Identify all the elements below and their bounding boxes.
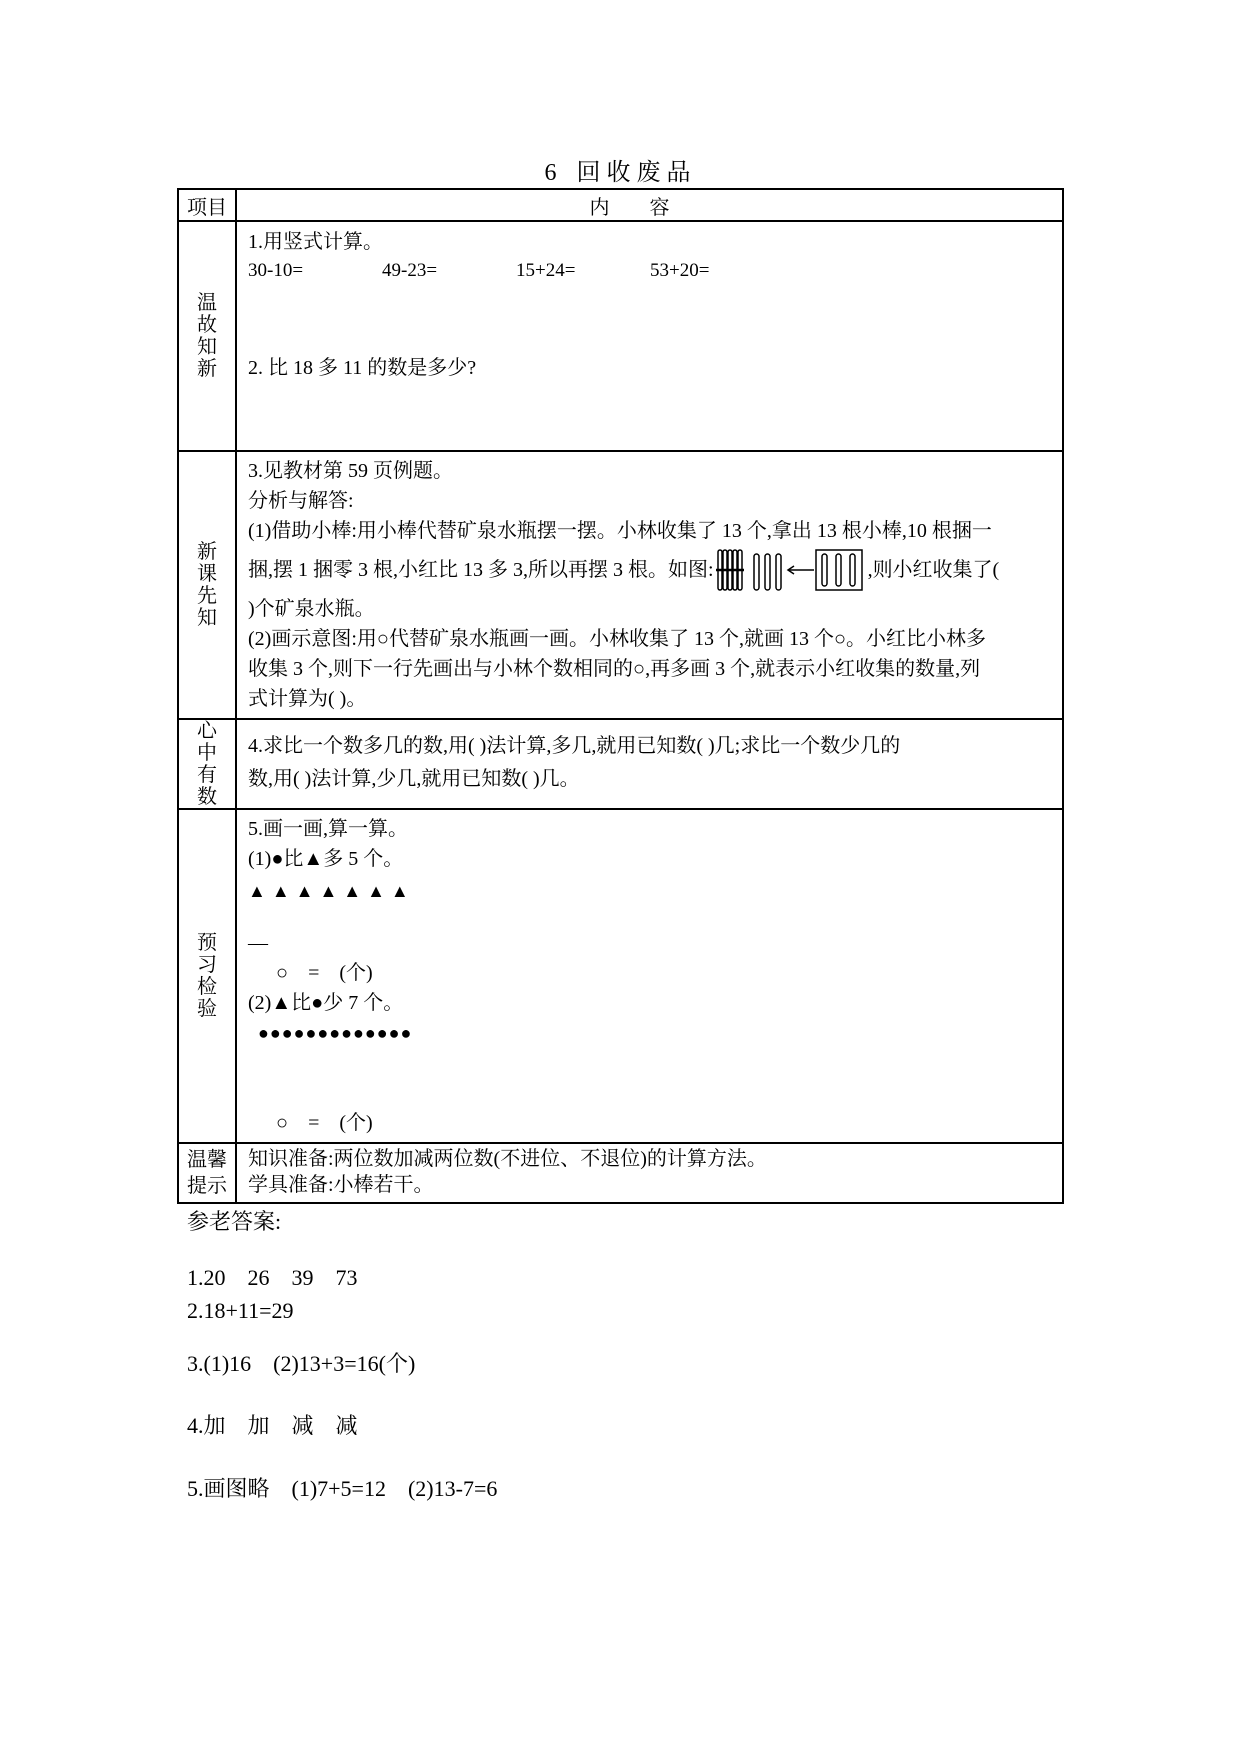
row-preview-check: [178, 809, 1063, 1143]
analysis-text: (1)借助小棒:用小棒代替矿泉水瓶摆一摆。小林收集了 13 个,拿出 13 根小棒,10 根捆一: [248, 520, 992, 542]
table-header-row: [178, 189, 1063, 221]
row-label-key-points: 心 中 有 数: [178, 719, 236, 809]
question-5-part-1: (1)●比▲多 5 个。: [248, 848, 404, 871]
question-1: 1.用竖式计算。: [248, 231, 383, 253]
equation-list: [248, 258, 1053, 284]
equation-item: 49-23=: [382, 260, 438, 281]
row-key-points: [178, 719, 1063, 809]
question-5: 5.画一画,算一算。: [248, 818, 408, 841]
question-3: 3.见教材第 59 页例题。: [248, 460, 453, 482]
answer-3: 3.(1)16 (2)13+3=16(个): [187, 1351, 416, 1376]
row-content-preview-check: [236, 809, 1063, 1143]
row-review: [178, 221, 1063, 451]
question-5-part-2: (2)▲比●少 7 个。: [248, 992, 404, 1015]
analysis-heading: 分析与解答:: [248, 490, 354, 512]
equation-item: 53+20=: [650, 260, 710, 281]
analysis-text: )个矿泉水瓶。: [248, 598, 375, 621]
analysis-text-with-figure: 捆,摆 1 捆零 3 根,小红比 13 多 3,所以再摆 3 根。如图: ,则小红收集了(: [248, 546, 1053, 594]
row-new-lesson: [178, 451, 1063, 719]
sticks-bundle-figure: [716, 548, 866, 594]
analysis-text: 式计算为( )。: [248, 688, 367, 711]
answer-4: 4.加 加 减 减: [187, 1413, 358, 1438]
header-project: 项目: [178, 189, 236, 221]
row-content-review: [236, 221, 1063, 451]
row-content-key-points: [236, 719, 1063, 809]
answer-heading: 参老答案:: [187, 1209, 282, 1234]
header-content: 内容: [236, 189, 1063, 221]
equation-item: 15+24=: [516, 260, 576, 281]
answer-5: 5.画图略 (1)7+5=12 (2)13-7=6: [187, 1476, 498, 1501]
lesson-number: 6: [544, 160, 563, 186]
equation-item: 30-10=: [248, 260, 304, 281]
page-title: [0, 152, 1241, 187]
row-label-tips: 温馨 提示: [178, 1143, 236, 1203]
answer-2: 2.18+11=29: [187, 1298, 294, 1323]
question-4: 4.求比一个数多几的数,用( )法计算,多几,就用已知数( )几;求比一个数少几的: [248, 735, 901, 758]
answer-dash: —: [248, 932, 268, 955]
answer-1: 1.20 26 39 73: [187, 1265, 358, 1290]
row-label-review: 温 故 知 新: [178, 221, 236, 451]
question-4-cont: 数,用( )法计算,少几,就用已知数( )几。: [248, 768, 580, 791]
row-tips: [178, 1143, 1063, 1203]
triangle-row: ▲▲▲▲▲▲▲: [248, 881, 415, 902]
worksheet-table: [177, 188, 1064, 1204]
answer-formula-2: ○ = (个): [276, 1112, 373, 1135]
row-content-new-lesson: [236, 451, 1063, 719]
analysis-text: 收集 3 个,则下一行先画出与小林个数相同的○,再多画 3 个,就表示小红收集的数量,列: [248, 658, 981, 681]
question-2: 2. 比 18 多 11 的数是多少?: [248, 357, 477, 379]
row-label-preview-check: 预 习 检 验: [178, 809, 236, 1143]
answer-formula-1: ○ = (个): [276, 962, 373, 985]
knowledge-prep: 知识准备:两位数加减两位数(不进位、不退位)的计算方法。: [248, 1148, 767, 1171]
lesson-title: 回收废品: [576, 160, 697, 186]
tools-prep: 学具准备:小棒若干。: [248, 1174, 434, 1197]
row-content-tips: [236, 1143, 1063, 1203]
dot-row: ●●●●●●●●●●●●●: [258, 1023, 413, 1044]
analysis-text: (2)画示意图:用○代替矿泉水瓶画一画。小林收集了 13 个,就画 13 个○。小红比小林多: [248, 628, 987, 651]
row-label-new-lesson: 新 课 先 知: [178, 451, 236, 719]
